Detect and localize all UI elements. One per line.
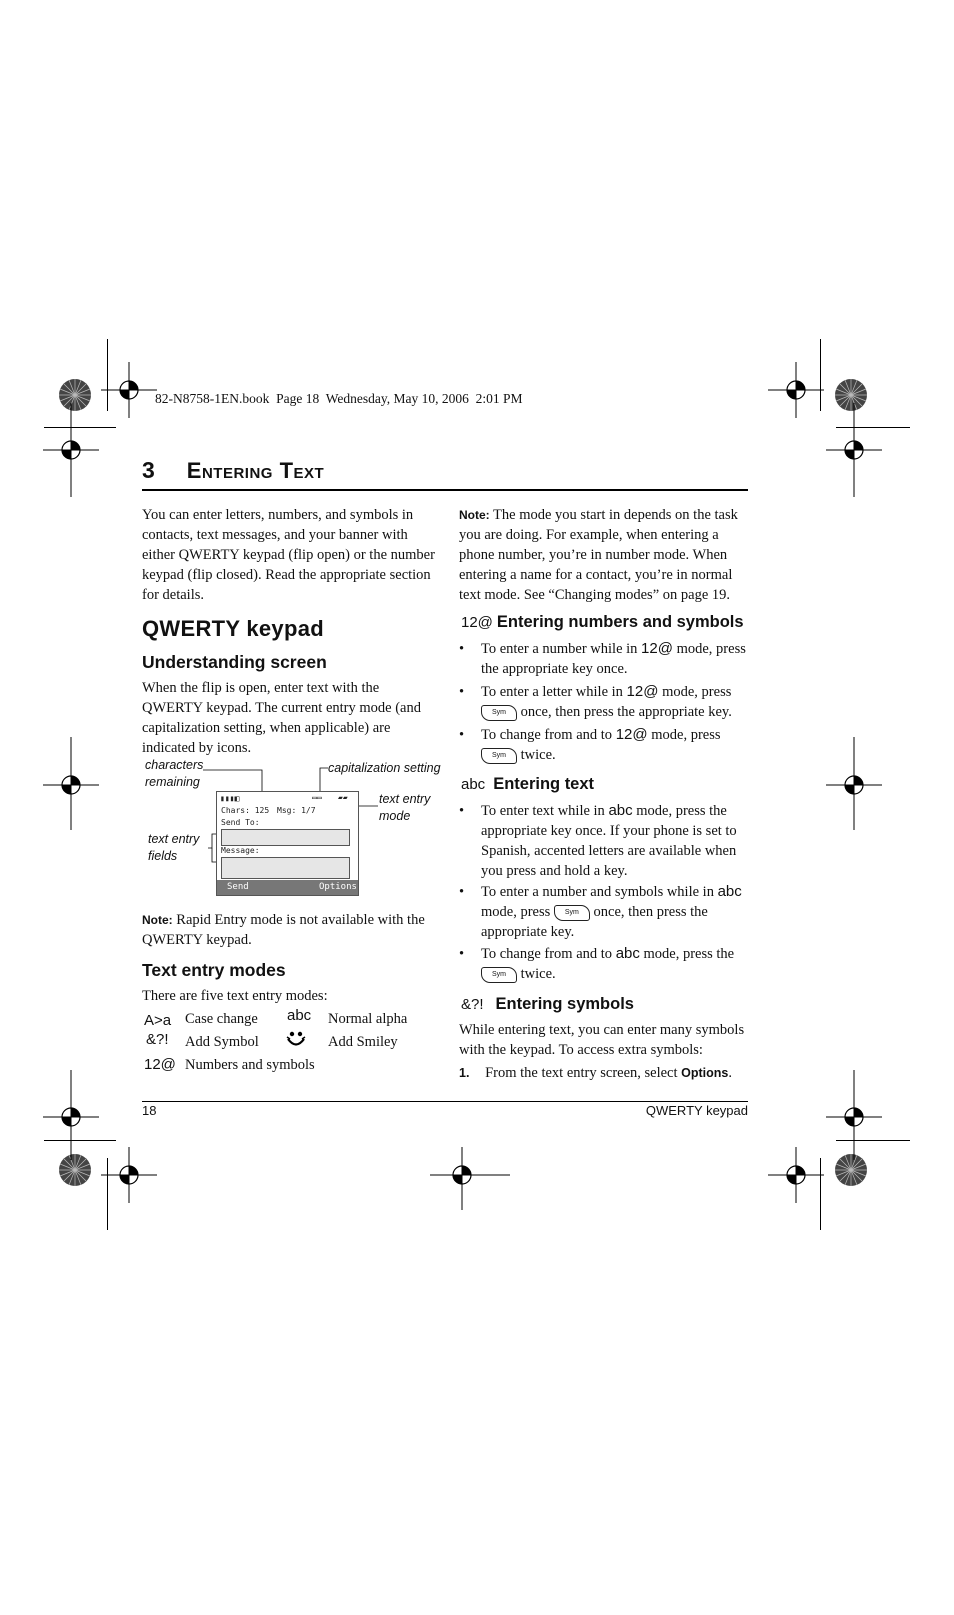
text-mode-icon: abc — [608, 802, 633, 819]
rapid-entry-note — [142, 910, 437, 950]
bullet-text: Spanish, accented letters are available when — [481, 843, 737, 859]
callout-capitalization: capitalization setting — [328, 761, 441, 775]
bullet-text: twice. — [520, 747, 556, 763]
mode-label-add-smiley: Add Smiley — [328, 1034, 398, 1050]
text-bullet-2 — [459, 882, 749, 942]
note-text: The mode you start in depends on the task you are doing. For example, when entering a phone number, you’re in number mode. When entering a name for a contact, you’re in normal text mode. See “Changing modes” on page 19. — [459, 507, 738, 603]
bullet-text: To change from and to — [481, 727, 613, 743]
mode-label-normal-alpha: Normal alpha — [328, 1011, 408, 1027]
text-mode-icon: abc — [717, 883, 742, 900]
footer-rule — [142, 1101, 748, 1102]
numbers-mode-icon: 12@ — [461, 614, 493, 631]
bullet-text: appropriate key. — [481, 924, 575, 940]
sym-key-icon: Sym — [481, 967, 517, 983]
phone-screen — [216, 791, 359, 896]
message-field[interactable] — [221, 857, 350, 879]
numbers-symbols-icon: 12@ — [144, 1056, 176, 1073]
bullet-text: mode, press — [662, 684, 732, 700]
send-softkey[interactable]: Send — [227, 882, 249, 892]
symbols-section-heading — [461, 995, 634, 1014]
mode-icons: ▭▭ — [312, 793, 322, 802]
qwerty-heading: QWERTY keypad — [142, 616, 324, 641]
options-keyword: Options — [681, 1066, 729, 1080]
bullet-text: appropriate key once. If your phone is set to — [481, 823, 737, 839]
send-to-field[interactable] — [221, 829, 350, 846]
bullet-text: mode, press the — [636, 803, 727, 819]
text-mode-icon: abc — [461, 776, 486, 793]
chars-remaining: Chars: 125 — [221, 806, 270, 815]
numbers-bullet-1 — [459, 639, 749, 679]
note-label: Note: — [142, 913, 173, 927]
callout-text-entry-fields: text entry fields — [148, 832, 200, 863]
bullet-text: To enter text while in — [481, 803, 605, 819]
bullet-text: To enter a number and symbols while in — [481, 884, 714, 900]
mode-label-add-symbol: Add Symbol — [185, 1034, 259, 1050]
sym-key-icon: Sym — [554, 905, 590, 921]
bullet-dot: • — [459, 884, 465, 900]
bullet-dot: • — [459, 727, 465, 743]
bullet-text: To change from and to — [481, 946, 613, 962]
normal-alpha-icon: abc — [287, 1007, 312, 1024]
bullet-text: once, then press the — [593, 904, 708, 920]
note-label: Note: — [459, 508, 490, 522]
numbers-bullet-3 — [459, 725, 749, 765]
modes-intro: There are five text entry modes: — [142, 988, 328, 1004]
text-section-heading — [461, 775, 594, 794]
note-text: Rapid Entry mode is not available with the QWERTY keypad. — [142, 912, 425, 948]
softkey-bar — [217, 880, 358, 895]
signal-icon: ▮▮▮◧ — [220, 794, 240, 803]
smiley-icon — [285, 1029, 309, 1051]
options-softkey[interactable]: Options — [319, 882, 357, 892]
sym-key-icon: Sym — [481, 705, 517, 721]
bullet-dot: • — [459, 684, 465, 700]
understanding-text: When the flip is open, enter text with the QWERTY keypad. The current entry mode (and capitalization setting, when applicable) are indicated by icons. — [142, 680, 421, 756]
text-heading: Entering text — [493, 775, 595, 793]
mode-label-case-change: Case change — [185, 1011, 258, 1027]
footer-section: QWERTY keypad — [645, 1103, 748, 1118]
bullet-dot: • — [459, 803, 465, 819]
bullet-text: mode, press — [651, 727, 721, 743]
page-number: 18 — [142, 1103, 157, 1118]
understanding-heading: Understanding screen — [142, 652, 327, 672]
bullet-text: mode, press the — [643, 946, 735, 962]
symbols-text: While entering text, you can enter many symbols with the keypad. To access extra symbols: — [459, 1022, 745, 1058]
step-end: . — [728, 1065, 732, 1081]
symbols-mode-icon: &?! — [461, 996, 484, 1013]
numbers-section-heading — [461, 613, 744, 632]
message-label: Message: — [221, 846, 260, 855]
sym-key-icon: Sym — [481, 748, 517, 764]
bullet-text: mode, press — [676, 641, 746, 657]
bullet-text: twice. — [520, 966, 556, 982]
chapter-number: 3 — [142, 457, 155, 483]
bullet-text: mode, press — [481, 904, 551, 920]
numbers-heading: Entering numbers and symbols — [496, 613, 744, 631]
add-symbol-icon: &?! — [146, 1031, 169, 1048]
chapter-title: Entering Text — [186, 458, 325, 483]
callout-text-entry-mode: text entry mode — [379, 792, 431, 823]
numbers-mode-icon: 12@ — [626, 683, 659, 700]
step-text: From the text entry screen, select — [485, 1065, 678, 1081]
bullet-text: To enter a number while in — [481, 641, 638, 657]
numbers-mode-icon: 12@ — [615, 726, 648, 743]
callout-chars-remaining: characters remaining — [145, 758, 204, 789]
text-bullet-1 — [459, 801, 749, 881]
bullet-text: once, then press the appropriate key. — [520, 704, 732, 720]
mode-start-note — [459, 505, 749, 605]
step-number: 1. — [459, 1066, 470, 1080]
text-bullet-3 — [459, 944, 749, 984]
intro-paragraph: You can enter letters, numbers, and symbols in contacts, text messages, and your banner with either QWERTY keypad (flip open) or the number keypad (flip closed). Read the appropriate section for details. — [142, 507, 435, 603]
msg-counter: Msg: 1/7 — [277, 806, 316, 815]
bullet-dot: • — [459, 641, 465, 657]
bullet-text: To enter a letter while in — [481, 684, 623, 700]
numbers-bullet-2 — [459, 682, 749, 722]
text-mode-icon: abc — [615, 945, 640, 962]
battery-icon: ▰▰ — [338, 793, 348, 802]
send-to-label: Send To: — [221, 818, 260, 827]
bullet-dot: • — [459, 946, 465, 962]
modes-heading: Text entry modes — [142, 960, 286, 980]
symbols-step-1 — [459, 1063, 749, 1083]
numbers-mode-icon: 12@ — [641, 640, 673, 657]
book-info-header: 82-N8758-1EN.book Page 18 Wednesday, May 10, 2006 2:01 PM — [155, 391, 523, 406]
bullet-text: the appropriate key once. — [481, 661, 628, 677]
symbols-heading: Entering symbols — [495, 995, 634, 1013]
bullet-text: you press and hold a key. — [481, 863, 628, 879]
case-change-icon: A>a — [144, 1012, 172, 1029]
mode-label-numbers-symbols: Numbers and symbols — [185, 1057, 315, 1073]
